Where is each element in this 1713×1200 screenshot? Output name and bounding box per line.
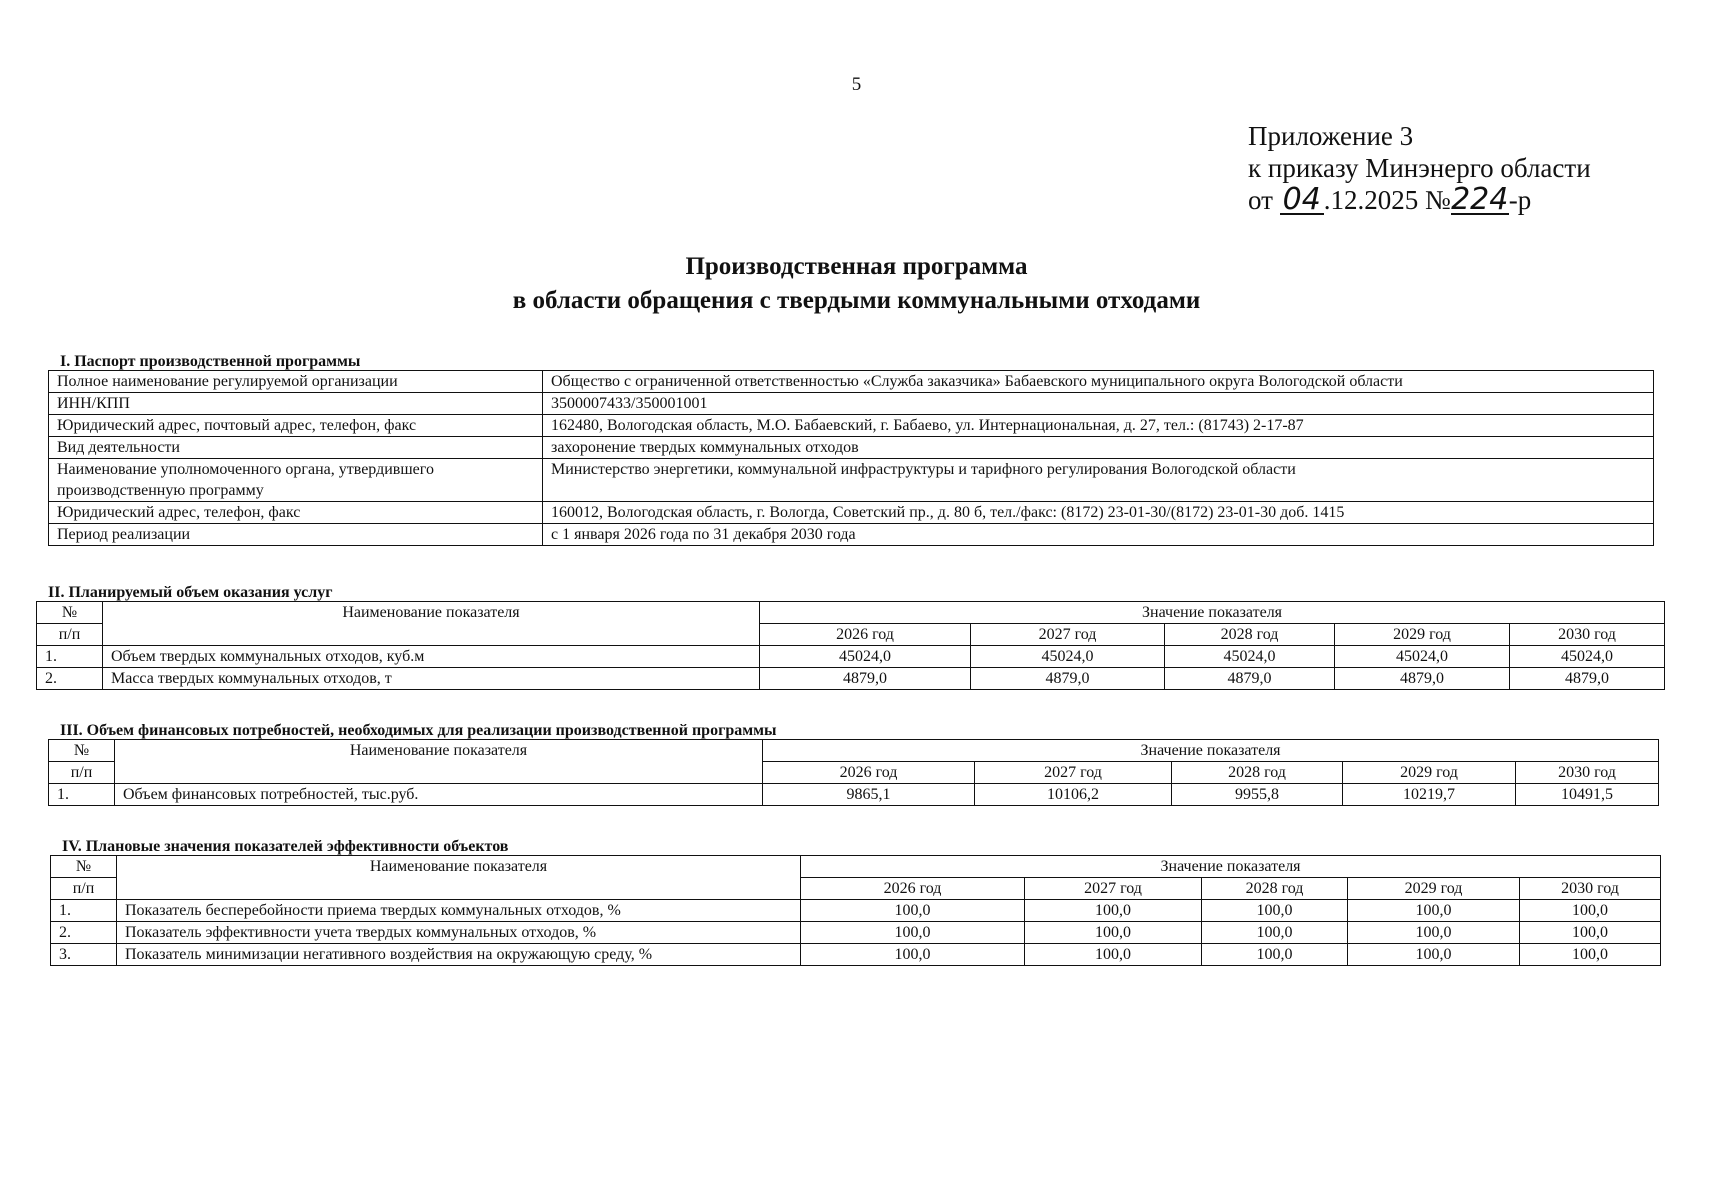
col-value-header: Значение показателя <box>763 740 1659 762</box>
year-header: 2026 год <box>760 624 971 646</box>
col-num-header: № <box>51 856 117 878</box>
services-heading: II. Планируемый объем оказания услуг <box>48 584 333 601</box>
indicator-value: 100,0 <box>801 922 1025 944</box>
row-number: 2. <box>51 922 117 944</box>
indicator-value: 4879,0 <box>760 668 971 690</box>
appendix-date-line <box>1248 184 1591 216</box>
passport-value: 3500007433/350001001 <box>543 393 1654 415</box>
col-name-header: Наименование показателя <box>115 740 763 784</box>
year-header: 2030 год <box>1516 762 1659 784</box>
passport-label: Юридический адрес, телефон, факс <box>49 502 543 524</box>
row-number: 1. <box>49 784 115 806</box>
table-row <box>49 371 1654 393</box>
indicator-value: 100,0 <box>1025 900 1202 922</box>
passport-heading: I. Паспорт производственной программы <box>60 353 361 370</box>
indicator-value: 100,0 <box>801 944 1025 966</box>
handwritten-order-number: 224 <box>1451 182 1509 217</box>
col-name-header: Наименование показателя <box>103 602 760 646</box>
year-header: 2027 год <box>971 624 1165 646</box>
table-row <box>51 900 1661 922</box>
indicator-value: 45024,0 <box>760 646 971 668</box>
table-row <box>49 393 1654 415</box>
table-row <box>49 437 1654 459</box>
passport-value: Общество с ограниченной ответственностью «Служба заказчика» Бабаевского муниципального округа Вологодской области <box>543 371 1654 393</box>
year-header: 2029 год <box>1343 762 1516 784</box>
table-row <box>51 922 1661 944</box>
finance-table <box>48 739 1659 806</box>
document-title <box>0 250 1713 318</box>
date-rest: .12.2025 № <box>1323 185 1451 215</box>
date-prefix: от <box>1248 185 1280 215</box>
year-header: 2027 год <box>1025 878 1202 900</box>
indicator-value: 100,0 <box>1025 922 1202 944</box>
col-num-header: № <box>37 602 103 624</box>
efficiency-heading: IV. Плановые значения показателей эффективности объектов <box>62 838 509 855</box>
indicator-value: 45024,0 <box>971 646 1165 668</box>
row-number: 1. <box>37 646 103 668</box>
handwritten-day: 04 <box>1280 187 1324 215</box>
indicator-value: 4879,0 <box>971 668 1165 690</box>
passport-label: Полное наименование регулируемой организации <box>49 371 543 393</box>
indicator-value: 100,0 <box>1025 944 1202 966</box>
row-number: 2. <box>37 668 103 690</box>
services-table <box>36 601 1665 690</box>
indicator-value: 100,0 <box>1202 944 1348 966</box>
passport-label: Юридический адрес, почтовый адрес, телефон, факс <box>49 415 543 437</box>
efficiency-table <box>50 855 1661 966</box>
table-row <box>51 944 1661 966</box>
row-number: 3. <box>51 944 117 966</box>
passport-value: 160012, Вологодская область, г. Вологда, Советский пр., д. 80 б, тел./факс: (8172) 23-01-30/(8172) 23-01-30 доб. 1415 <box>543 502 1654 524</box>
passport-value: с 1 января 2026 года по 31 декабря 2030 года <box>543 524 1654 546</box>
year-header: 2028 год <box>1202 878 1348 900</box>
year-header: 2028 год <box>1172 762 1343 784</box>
page-number: 5 <box>851 74 862 95</box>
finance-section <box>48 722 1659 806</box>
table-row <box>49 784 1659 806</box>
passport-label: ИНН/КПП <box>49 393 543 415</box>
indicator-value: 10491,5 <box>1516 784 1659 806</box>
indicator-value: 4879,0 <box>1335 668 1510 690</box>
indicator-value: 100,0 <box>1348 944 1520 966</box>
indicator-value: 100,0 <box>1520 922 1661 944</box>
appendix-line2: к приказу Минэнерго области <box>1248 153 1591 183</box>
indicator-name: Показатель минимизации негативного воздействия на окружающую среду, % <box>117 944 801 966</box>
year-header: 2030 год <box>1520 878 1661 900</box>
appendix-block <box>1248 120 1591 216</box>
indicator-value: 9865,1 <box>763 784 975 806</box>
year-header: 2027 год <box>975 762 1172 784</box>
year-header: 2026 год <box>801 878 1025 900</box>
efficiency-section <box>50 838 1661 966</box>
indicator-value: 9955,8 <box>1172 784 1343 806</box>
indicator-value: 45024,0 <box>1165 646 1335 668</box>
appendix-line1: Приложение 3 <box>1248 121 1414 151</box>
indicator-value: 45024,0 <box>1510 646 1665 668</box>
order-suffix: -р <box>1508 185 1532 215</box>
indicator-value: 100,0 <box>1520 944 1661 966</box>
col-num-header-sub: п/п <box>49 762 115 784</box>
col-num-header-sub: п/п <box>37 624 103 646</box>
indicator-value: 100,0 <box>801 900 1025 922</box>
indicator-value: 100,0 <box>1348 922 1520 944</box>
year-header: 2028 год <box>1165 624 1335 646</box>
table-row <box>37 668 1665 690</box>
indicator-name: Масса твердых коммунальных отходов, т <box>103 668 760 690</box>
year-header: 2026 год <box>763 762 975 784</box>
indicator-value: 4879,0 <box>1165 668 1335 690</box>
col-num-header-sub: п/п <box>51 878 117 900</box>
col-name-header: Наименование показателя <box>117 856 801 900</box>
col-value-header: Значение показателя <box>760 602 1665 624</box>
table-row <box>49 459 1654 502</box>
table-row <box>37 646 1665 668</box>
passport-value: 162480, Вологодская область, М.О. Бабаевский, г. Бабаево, ул. Интернациональная, д. 27, тел.: (81743) 2-17-87 <box>543 415 1654 437</box>
services-section <box>36 584 1665 690</box>
indicator-value: 100,0 <box>1348 900 1520 922</box>
indicator-value: 10219,7 <box>1343 784 1516 806</box>
indicator-value: 10106,2 <box>975 784 1172 806</box>
col-num-header: № <box>49 740 115 762</box>
passport-value: захоронение твердых коммунальных отходов <box>543 437 1654 459</box>
passport-label: Период реализации <box>49 524 543 546</box>
table-row <box>49 524 1654 546</box>
indicator-value: 4879,0 <box>1510 668 1665 690</box>
indicator-name: Объем твердых коммунальных отходов, куб.м <box>103 646 760 668</box>
table-row <box>49 415 1654 437</box>
passport-label: Вид деятельности <box>49 437 543 459</box>
row-number: 1. <box>51 900 117 922</box>
table-row <box>49 502 1654 524</box>
indicator-name: Показатель бесперебойности приема твердых коммунальных отходов, % <box>117 900 801 922</box>
year-header: 2029 год <box>1335 624 1510 646</box>
indicator-value: 100,0 <box>1202 922 1348 944</box>
year-header: 2029 год <box>1348 878 1520 900</box>
passport-value: Министерство энергетики, коммунальной инфраструктуры и тарифного регулирования Вологодской области <box>543 459 1654 502</box>
indicator-value: 100,0 <box>1202 900 1348 922</box>
indicator-value: 100,0 <box>1520 900 1661 922</box>
indicator-name: Показатель эффективности учета твердых коммунальных отходов, % <box>117 922 801 944</box>
passport-table <box>48 370 1654 546</box>
title-line2: в области обращения с твердыми коммунальными отходами <box>512 287 1201 314</box>
col-value-header: Значение показателя <box>801 856 1661 878</box>
title-line1: Производственная программа <box>685 253 1028 280</box>
indicator-name: Объем финансовых потребностей, тыс.руб. <box>115 784 763 806</box>
year-header: 2030 год <box>1510 624 1665 646</box>
finance-heading: III. Объем финансовых потребностей, необходимых для реализации производственной программы <box>60 722 777 739</box>
passport-label: Наименование уполномоченного органа, утвердившего производственную программу <box>49 459 543 502</box>
passport-section <box>48 353 1654 546</box>
indicator-value: 45024,0 <box>1335 646 1510 668</box>
